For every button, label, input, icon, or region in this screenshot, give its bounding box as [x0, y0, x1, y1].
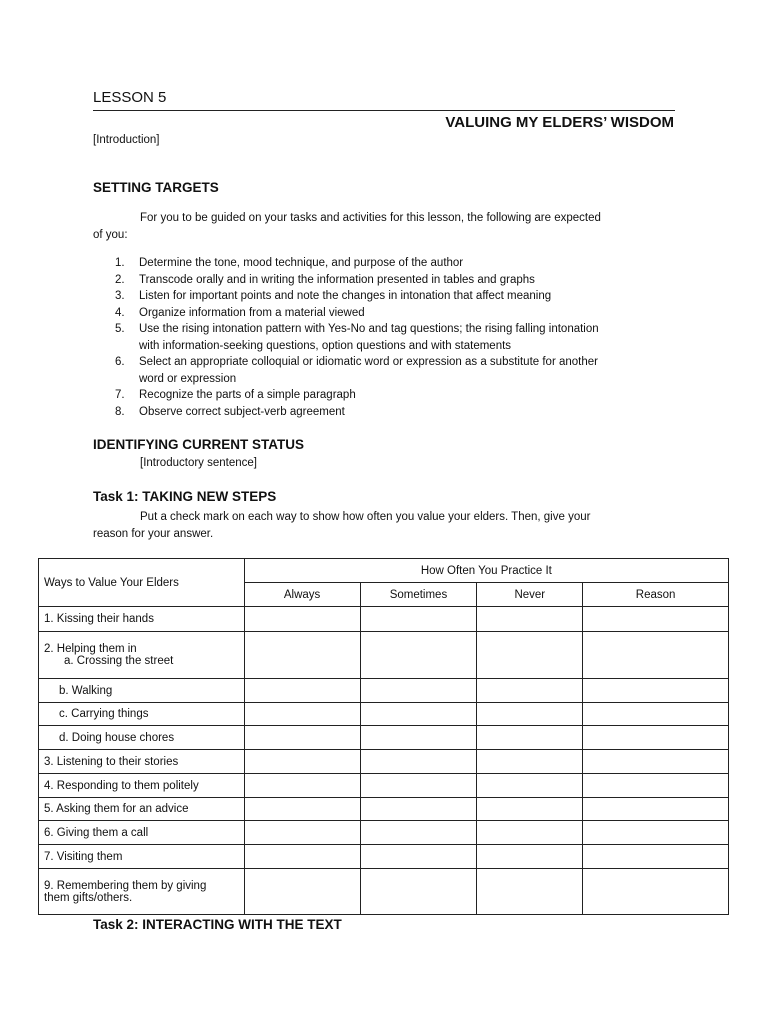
- way-cell: 2. Helping them in a. Crossing the street: [39, 632, 245, 679]
- table-row: [39, 798, 729, 821]
- table-row: [39, 750, 729, 774]
- table-row: [39, 845, 729, 869]
- list-item: 6. Select an appropriate colloquial or idiomatic word or expression as a substitute for another word or expression: [115, 356, 598, 385]
- always-cell[interactable]: [244, 632, 360, 679]
- task1-line2: reason for your answer.: [93, 527, 214, 540]
- list-item: 5. Use the rising intonation pattern with Yes-No and tag questions; the rising falling intonation with information-seeking questions, option questions and with statements: [115, 323, 599, 352]
- reason-cell[interactable]: [583, 607, 729, 632]
- sometimes-cell[interactable]: [360, 750, 477, 774]
- never-cell[interactable]: [477, 750, 583, 774]
- way-cell: 5. Asking them for an advice: [39, 798, 245, 821]
- sometimes-cell[interactable]: [360, 845, 477, 869]
- sometimes-cell[interactable]: [360, 869, 477, 915]
- always-cell[interactable]: [244, 774, 360, 798]
- sometimes-column-header: Sometimes: [360, 583, 477, 607]
- frequency-group-header: How Often You Practice It: [244, 559, 728, 583]
- list-item: 3. Listen for important points and note the changes in intonation that affect meaning: [115, 290, 552, 302]
- table-row: [39, 703, 729, 726]
- way-cell: 1. Kissing their hands: [39, 607, 245, 632]
- list-item: 7. Recognize the parts of a simple paragraph: [115, 389, 356, 401]
- sometimes-cell[interactable]: [360, 798, 477, 821]
- reason-cell[interactable]: [583, 632, 729, 679]
- always-column-header: Always: [244, 583, 360, 607]
- header-rule: [93, 110, 675, 111]
- reason-cell[interactable]: [583, 821, 729, 845]
- never-cell[interactable]: [477, 632, 583, 679]
- never-cell[interactable]: [477, 821, 583, 845]
- current-status-heading: IDENTIFYING CURRENT STATUS: [93, 437, 304, 452]
- reason-cell[interactable]: [583, 845, 729, 869]
- reason-cell[interactable]: [583, 869, 729, 915]
- way-cell: 3. Listening to their stories: [39, 750, 245, 774]
- table-row: [39, 607, 729, 632]
- way-cell: 6. Giving them a call: [39, 821, 245, 845]
- never-cell[interactable]: [477, 869, 583, 915]
- reason-cell[interactable]: [583, 750, 729, 774]
- reason-column-header: Reason: [583, 583, 729, 607]
- never-cell[interactable]: [477, 798, 583, 821]
- table-row: [39, 821, 729, 845]
- always-cell[interactable]: [244, 750, 360, 774]
- ways-column-header: Ways to Value Your Elders: [39, 559, 245, 607]
- targets-paragraph-line1: For you to be guided on your tasks and activities for this lesson, the following are expected: [140, 212, 601, 224]
- never-cell[interactable]: [477, 726, 583, 750]
- never-column-header: Never: [477, 583, 583, 607]
- introductory-sentence: [Introductory sentence]: [140, 457, 257, 469]
- task2-heading: Task 2: INTERACTING WITH THE TEXT: [93, 917, 342, 932]
- never-cell[interactable]: [477, 845, 583, 869]
- always-cell[interactable]: [244, 607, 360, 632]
- reason-cell[interactable]: [583, 774, 729, 798]
- objectives-list: [115, 255, 705, 420]
- list-item: 1. Determine the tone, mood technique, and purpose of the author: [115, 257, 464, 269]
- task1-line1: Put a check mark on each way to show how often you value your elders. Then, give your: [140, 511, 591, 523]
- sometimes-cell[interactable]: [360, 632, 477, 679]
- practice-table: [38, 558, 729, 915]
- list-item: 8. Observe correct subject-verb agreement: [115, 405, 345, 418]
- never-cell[interactable]: [477, 607, 583, 632]
- way-cell: c. Carrying things: [39, 703, 245, 726]
- introduction-placeholder: [Introduction]: [93, 134, 160, 146]
- way-cell: d. Doing house chores: [39, 726, 245, 750]
- sometimes-cell[interactable]: [360, 774, 477, 798]
- sometimes-cell[interactable]: [360, 679, 477, 703]
- sometimes-cell[interactable]: [360, 703, 477, 726]
- way-cell: 7. Visiting them: [39, 845, 245, 869]
- way-cell: 9. Remembering them by giving them gifts/others.: [39, 869, 245, 915]
- way-cell: 4. Responding to them politely: [39, 774, 245, 798]
- way-cell: b. Walking: [39, 679, 245, 703]
- lesson-title: VALUING MY ELDERS’ WISDOM: [445, 114, 674, 131]
- reason-cell[interactable]: [583, 798, 729, 821]
- task1-heading: Task 1: TAKING NEW STEPS: [93, 489, 277, 504]
- reason-cell[interactable]: [583, 679, 729, 703]
- setting-targets-heading: SETTING TARGETS: [93, 180, 219, 195]
- sometimes-cell[interactable]: [360, 821, 477, 845]
- always-cell[interactable]: [244, 845, 360, 869]
- sometimes-cell[interactable]: [360, 726, 477, 750]
- table-row: [39, 726, 729, 750]
- always-cell[interactable]: [244, 798, 360, 821]
- table-row: [39, 632, 729, 679]
- always-cell[interactable]: [244, 726, 360, 750]
- never-cell[interactable]: [477, 774, 583, 798]
- list-item: 4. Organize information from a material viewed: [115, 306, 365, 319]
- targets-paragraph: [93, 210, 693, 243]
- never-cell[interactable]: [477, 679, 583, 703]
- task1-instructions: [93, 509, 693, 542]
- table-row: [39, 679, 729, 703]
- table-row: [39, 774, 729, 798]
- lesson-number: LESSON 5: [93, 89, 167, 106]
- list-item: 2. Transcode orally and in writing the information presented in tables and graphs: [115, 273, 535, 286]
- reason-cell[interactable]: [583, 703, 729, 726]
- reason-cell[interactable]: [583, 726, 729, 750]
- always-cell[interactable]: [244, 821, 360, 845]
- always-cell[interactable]: [244, 679, 360, 703]
- always-cell[interactable]: [244, 703, 360, 726]
- always-cell[interactable]: [244, 869, 360, 915]
- table-row: [39, 869, 729, 915]
- targets-paragraph-line2: of you:: [93, 228, 128, 241]
- never-cell[interactable]: [477, 703, 583, 726]
- sometimes-cell[interactable]: [360, 607, 477, 632]
